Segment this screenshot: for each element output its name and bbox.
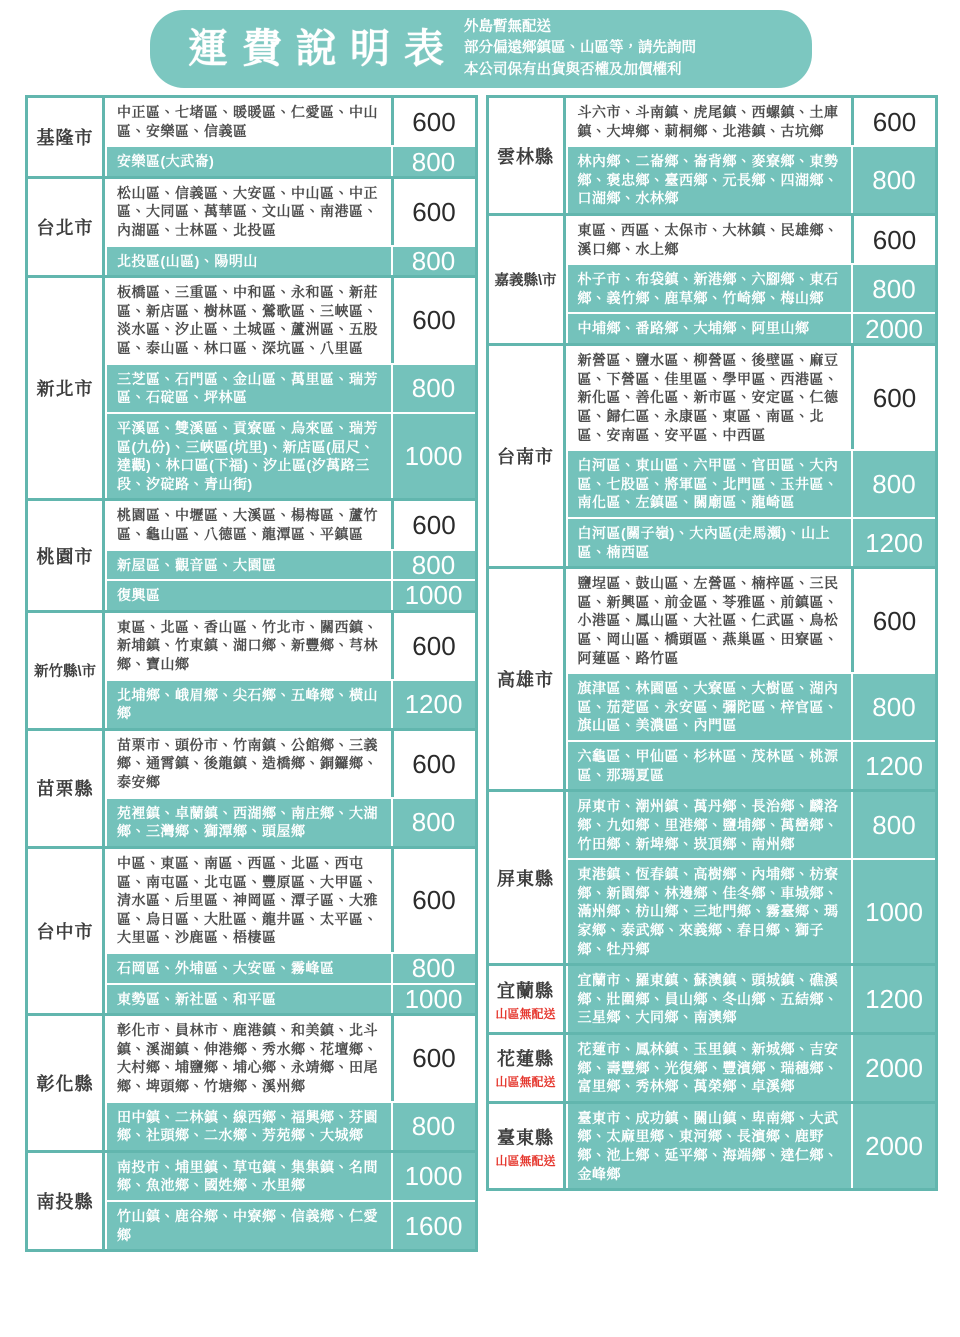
district-list: 屏東市、潮州鎮、萬丹鄉、長治鄉、麟洛鄉、九如鄉、里港鄉、鹽埔鄉、萬巒鄉、竹田鄉、新埤鄉、崁頂鄉、南州鄉 (577, 798, 839, 852)
city-label-cell (489, 792, 566, 963)
district-list: 白河區、東山區、六甲區、官田區、大內區、七股區、將軍區、北門區、玉井區、南化區、左鎮區、關廟區、龍崎區 (577, 457, 839, 511)
fee-row (107, 147, 475, 176)
fee-row (568, 265, 936, 312)
city-name: 雲林縣 (497, 146, 554, 167)
fee-row (107, 954, 475, 983)
fee-rows (566, 1035, 936, 1101)
city-group (28, 176, 475, 275)
fee-row (107, 247, 475, 276)
city-restriction-note: 山區無配送 (495, 1153, 556, 1168)
district-list: 南投市、埔里鎮、草屯鎮、集集鎮、名間鄉、魚池鄉、國姓鄉、水里鄉 (117, 1158, 378, 1194)
fee-value: 800 (851, 674, 935, 740)
city-name: 台南市 (497, 447, 554, 468)
fee-row (568, 314, 936, 343)
district-list: 北投區(山區)、陽明山 (117, 252, 258, 269)
district-list: 斗六市、斗南鎮、虎尾鎮、西螺鎮、土庫鎮、大埤鄉、莿桐鄉、北港鎮、古坑鄉 (577, 104, 839, 139)
fee-row (568, 966, 936, 1032)
fee-row (568, 98, 936, 145)
fee-row (107, 365, 475, 412)
city-label-cell (28, 1016, 105, 1150)
fee-row (568, 674, 936, 740)
fee-row (107, 179, 475, 245)
fee-value: 2000 (851, 1035, 935, 1101)
fee-rows (105, 98, 475, 176)
city-group (28, 846, 475, 1013)
district-list: 松山區、信義區、大安區、中山區、中正區、大同區、萬華區、文山區、南港區、內湖區、士林區、北投區 (117, 184, 378, 239)
fee-rows (105, 278, 475, 498)
fee-value: 600 (391, 849, 475, 952)
fee-value: 1200 (851, 519, 935, 566)
fee-row (107, 551, 475, 580)
fee-value: 1000 (391, 414, 475, 498)
fee-value: 1000 (391, 1153, 475, 1200)
fee-row (107, 681, 475, 728)
city-name: 苗栗縣 (36, 779, 94, 800)
fee-row (107, 98, 475, 145)
fee-row (568, 216, 936, 263)
fee-row (568, 519, 936, 566)
city-group (28, 728, 475, 846)
fee-value: 600 (851, 346, 935, 449)
city-label-cell (489, 1035, 566, 1101)
city-label-cell (28, 613, 105, 728)
fee-row (568, 1035, 936, 1101)
city-group (28, 498, 475, 609)
city-name: 臺東縣 (497, 1127, 554, 1148)
fee-rows (105, 731, 475, 846)
district-list: 東勢區、新社區、和平區 (117, 990, 277, 1007)
city-group (489, 963, 936, 1032)
city-label-cell (28, 179, 105, 275)
city-name: 花蓮縣 (497, 1049, 554, 1070)
fee-rows (105, 613, 475, 728)
page-title: 運費說明表 (188, 27, 458, 71)
city-label-cell (489, 216, 566, 343)
header-note-remote-areas: 部分偏遠鄉鎮區、山區等，請先詢問 (464, 40, 696, 57)
city-group (489, 789, 936, 963)
city-name: 台北市 (36, 218, 94, 239)
fee-rows (105, 1016, 475, 1150)
fee-value: 1000 (391, 985, 475, 1014)
fee-value: 600 (391, 731, 475, 797)
city-name: 屏東縣 (497, 868, 554, 889)
city-group (489, 213, 936, 343)
fee-rows (566, 346, 936, 566)
city-name: 彰化縣 (36, 1073, 94, 1094)
fee-row (107, 849, 475, 952)
fee-rows (105, 179, 475, 275)
fee-row (107, 1202, 475, 1249)
district-list: 朴子市、布袋鎮、新港鄉、六腳鄉、東石鄉、義竹鄉、鹿草鄉、竹崎鄉、梅山鄉 (577, 271, 839, 306)
fee-value: 800 (851, 147, 935, 213)
fee-row (568, 569, 936, 672)
city-name: 新竹縣\市 (33, 663, 97, 680)
district-list: 三芝區、石門區、金山區、萬里區、瑞芳區、石碇區、坪林區 (117, 370, 378, 406)
city-group (489, 343, 936, 566)
city-label-cell (489, 966, 566, 1032)
fee-value: 600 (391, 1016, 475, 1100)
district-list: 新營區、鹽水區、柳營區、後壁區、麻豆區、下營區、佳里區、學甲區、西港區、新化區、善化區、新市區、安定區、仁德區、歸仁區、永康區、東區、南區、北區、安南區、安平區、中西區 (577, 352, 839, 443)
city-group (489, 98, 936, 213)
fee-row (107, 799, 475, 846)
district-list: 北埔鄉、峨眉鄉、尖石鄉、五峰鄉、橫山鄉 (117, 686, 378, 722)
district-list: 林內鄉、二崙鄉、崙背鄉、麥寮鄉、東勢鄉、褒忠鄉、臺西鄉、元長鄉、四湖鄉、口湖鄉、水林鄉 (577, 153, 839, 207)
fee-value: 600 (851, 98, 935, 145)
city-label-cell (28, 1153, 105, 1249)
fee-rows (566, 569, 936, 789)
district-list: 田中鎮、二林鎮、線西鄉、福興鄉、芬園鄉、社頭鄉、二水鄉、芳苑鄉、大城鄉 (117, 1108, 378, 1144)
fee-row (107, 581, 475, 610)
district-list: 安樂區(大武崙) (117, 153, 215, 170)
fee-rows (105, 849, 475, 1013)
city-label-cell (489, 569, 566, 789)
fee-value: 800 (391, 365, 475, 412)
district-list: 彰化市、員林市、鹿港鎮、和美鎮、北斗鎮、溪湖鎮、伸港鄉、秀水鄉、花壇鄉、大村鄉、埔鹽鄉、埔心鄉、永靖鄉、田尾鄉、埤頭鄉、竹塘鄉、溪州鄉 (117, 1022, 378, 1094)
city-label-cell (489, 98, 566, 213)
fee-value: 600 (391, 501, 475, 548)
city-label-cell (28, 731, 105, 846)
city-group (28, 1150, 475, 1249)
header-notes (464, 17, 696, 80)
city-group (489, 566, 936, 789)
district-list: 復興區 (117, 587, 161, 604)
city-name: 台中市 (36, 922, 94, 943)
fee-value: 800 (851, 265, 935, 312)
fee-value: 1200 (391, 681, 475, 728)
district-list: 花蓮市、鳳林鎮、玉里鎮、新城鄉、吉安鄉、壽豐鄉、光復鄉、豐濱鄉、瑞穗鄉、富里鄉、秀林鄉、萬榮鄉、卓溪鄉 (577, 1040, 839, 1095)
header (0, 0, 960, 88)
header-note-outlying-islands: 外島暫無配送 (464, 19, 551, 36)
city-label-cell (489, 1104, 566, 1188)
city-name: 嘉義縣\市 (494, 273, 557, 290)
fee-row (568, 147, 936, 213)
fee-value: 800 (391, 247, 475, 276)
city-group (28, 275, 475, 498)
fee-value: 1200 (851, 742, 935, 789)
district-list: 平溪區、雙溪區、貢寮區、烏來區、瑞芳區(九份)、三峽區(坑里)、新店區(屈尺、達觀)、林口區(下福)、汐止區(汐萬路三段、汐碇路、青山街) (117, 419, 378, 492)
fee-value: 1600 (391, 1202, 475, 1249)
fee-row (568, 860, 936, 963)
fee-row (107, 1153, 475, 1200)
fee-row (107, 501, 475, 548)
fee-row (107, 278, 475, 362)
fee-row (568, 346, 936, 449)
district-list: 旗津區、林園區、大寮區、大樹區、湖內區、茄萣區、永安區、彌陀區、梓官區、旗山區、美濃區、內門區 (577, 680, 839, 734)
district-list: 白河區(關子嶺)、大內區(走馬瀨)、山上區、楠西區 (577, 524, 831, 560)
fee-row (107, 731, 475, 797)
fee-value: 600 (391, 613, 475, 679)
fee-row (568, 451, 936, 517)
fee-value: 600 (851, 216, 935, 263)
district-list: 板橋區、三重區、中和區、永和區、新莊區、新店區、樹林區、鶯歌區、三峽區、淡水區、汐止區、土城區、蘆洲區、五股區、泰山區、林口區、深坑區、八里區 (117, 284, 378, 357)
city-label-cell (28, 501, 105, 609)
fee-row (107, 1016, 475, 1100)
fee-value: 2000 (851, 1104, 935, 1188)
district-list: 桃園區、中壢區、大溪區、楊梅區、蘆竹區、龜山區、八德區、龍潭區、平鎮區 (117, 507, 378, 542)
fee-value: 600 (851, 569, 935, 672)
fee-row (568, 792, 936, 858)
district-list: 宜蘭市、羅東鎮、蘇澳鎮、頭城鎮、礁溪鄉、壯圍鄉、員山鄉、冬山鄉、五結鄉、三星鄉、大同鄉、南澳鄉 (577, 972, 839, 1026)
shipping-table-right (486, 95, 939, 1191)
fee-rows (105, 501, 475, 609)
city-name: 基隆市 (36, 127, 94, 148)
fee-rows (566, 216, 936, 343)
fee-tables (0, 88, 960, 1252)
district-list: 中埔鄉、番路鄉、大埔鄉、阿里山鄉 (577, 320, 810, 337)
fee-value: 1200 (851, 966, 935, 1032)
city-name: 桃園市 (36, 546, 94, 567)
fee-value: 800 (851, 451, 935, 517)
fee-rows (105, 1153, 475, 1249)
fee-value: 800 (391, 147, 475, 176)
city-group (489, 1101, 936, 1188)
district-list: 苗栗市、頭份市、竹南鎮、公館鄉、三義鄉、通霄鎮、後龍鎮、造橋鄉、銅鑼鄉、泰安鄉 (117, 736, 378, 791)
district-list: 臺東市、成功鎮、關山鎮、卑南鄉、大武鄉、太麻里鄉、東河鄉、長濱鄉、鹿野鄉、池上鄉、延平鄉、海端鄉、達仁鄉、金峰鄉 (577, 1109, 839, 1182)
fee-value: 1000 (391, 581, 475, 610)
district-list: 東區、西區、太保市、大林鎮、民雄鄉、溪口鄉、水上鄉 (577, 222, 839, 257)
fee-value: 800 (851, 792, 935, 858)
fee-row (107, 1103, 475, 1150)
fee-value: 600 (391, 98, 475, 145)
fee-value: 2000 (851, 314, 935, 343)
city-group (28, 98, 475, 176)
header-note-rights: 本公司保有出貨與否權及加價權利 (464, 61, 682, 78)
fee-row (568, 742, 936, 789)
district-list: 苑裡鎮、卓蘭鎮、西湖鄉、南庄鄉、大湖鄉、三灣鄉、獅潭鄉、頭屋鄉 (117, 804, 378, 840)
district-list: 六龜區、甲仙區、杉林區、茂林區、桃源區、那瑪夏區 (577, 748, 839, 783)
fee-rows (566, 966, 936, 1032)
city-label-cell (28, 278, 105, 498)
fee-value: 800 (391, 799, 475, 846)
district-list: 中區、東區、南區、西區、北區、西屯區、南屯區、北屯區、豐原區、大甲區、清水區、后里區、神岡區、潭子區、大雅區、烏日區、大肚區、龍井區、太平區、大里區、沙鹿區、梧棲區 (117, 854, 378, 946)
city-label-cell (28, 849, 105, 1013)
city-name: 宜蘭縣 (497, 980, 554, 1001)
city-label-cell (28, 98, 105, 176)
fee-value: 800 (391, 954, 475, 983)
fee-rows (566, 98, 936, 213)
district-list: 鹽埕區、鼓山區、左營區、楠梓區、三民區、新興區、前金區、苓雅區、前鎮區、小港區、鳳山區、大社區、仁武區、鳥松區、岡山區、橋頭區、燕巢區、田寮區、阿蓮區、路竹區 (577, 575, 839, 666)
fee-value: 600 (391, 278, 475, 362)
district-list: 新屋區、觀音區、大園區 (117, 556, 277, 573)
city-label-cell (489, 346, 566, 566)
district-list: 東港鎮、恆春鎮、高樹鄉、內埔鄉、枋寮鄉、新園鄉、林邊鄉、佳冬鄉、車城鄉、滿州鄉、枋山鄉、三地門鄉、霧臺鄉、瑪家鄉、泰武鄉、來義鄉、春日鄉、獅子鄉、牡丹鄉 (577, 866, 839, 957)
city-group (489, 1032, 936, 1101)
header-pill (150, 10, 812, 88)
fee-value: 1000 (851, 860, 935, 963)
fee-row (107, 985, 475, 1014)
fee-value: 600 (391, 179, 475, 245)
fee-rows (566, 1104, 936, 1188)
city-group (28, 610, 475, 728)
fee-row (107, 613, 475, 679)
fee-row (107, 414, 475, 498)
city-group (28, 1013, 475, 1150)
city-name: 南投縣 (36, 1192, 94, 1213)
fee-value: 800 (391, 1103, 475, 1150)
district-list: 東區、北區、香山區、竹北市、關西鎮、新埔鎮、竹東鎮、湖口鄉、新豐鄉、芎林鄉、寶山鄉 (117, 618, 378, 673)
shipping-table-left (25, 95, 478, 1252)
fee-rows (566, 792, 936, 963)
city-name: 新北市 (36, 379, 94, 400)
district-list: 石岡區、外埔區、大安區、霧峰區 (117, 959, 335, 976)
city-restriction-note: 山區無配送 (495, 1006, 556, 1021)
city-name: 高雄市 (497, 670, 554, 691)
fee-row (568, 1104, 936, 1188)
fee-value: 800 (391, 551, 475, 580)
district-list: 竹山鎮、鹿谷鄉、中寮鄉、信義鄉、仁愛鄉 (117, 1208, 378, 1243)
city-restriction-note: 山區無配送 (495, 1075, 556, 1090)
district-list: 中正區、七堵區、暖暖區、仁愛區、中山區、安樂區、信義區 (117, 104, 378, 139)
